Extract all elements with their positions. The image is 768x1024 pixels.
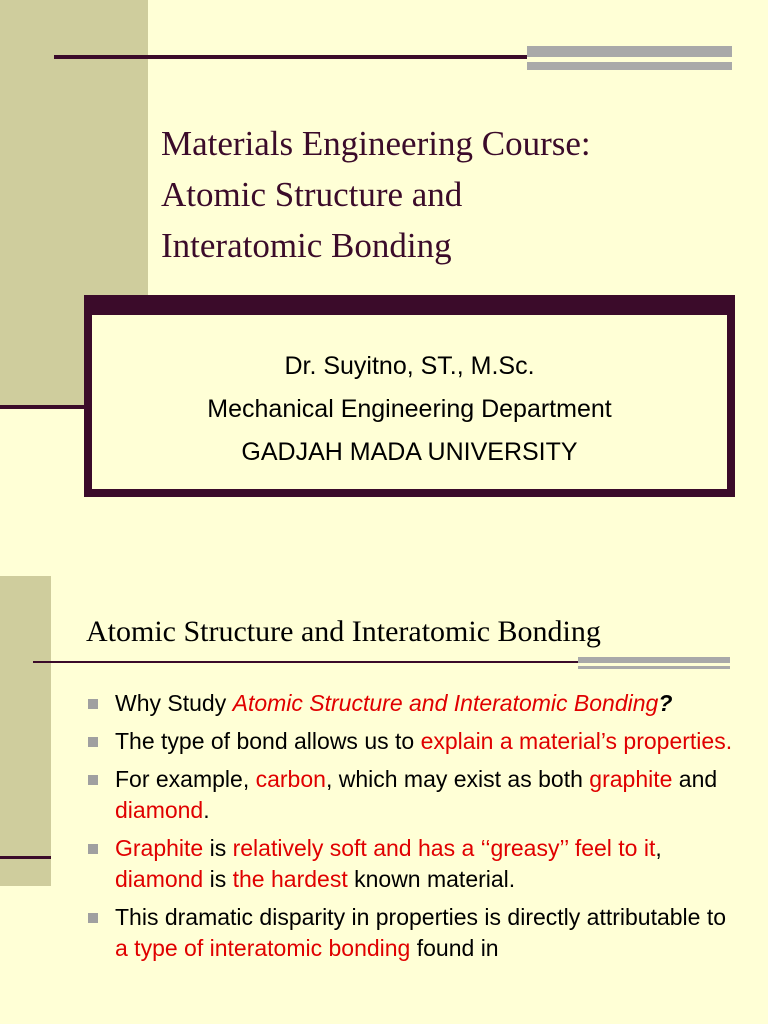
text: , which may exist as both [325,766,590,792]
list-item [86,688,736,719]
text: is [203,835,233,861]
list-item [86,764,736,826]
text: is [203,866,233,892]
emphasis: diamond [115,797,204,823]
title-line: Atomic Structure and [161,175,463,214]
text: Why Study [115,690,233,716]
top-gray-bar [527,46,732,57]
side-rule [0,405,84,409]
text: For example, [115,766,256,792]
emphasis: the hardest [232,866,348,892]
list-item [86,726,736,757]
square-bullet-icon [88,844,98,854]
square-bullet-icon [88,775,98,785]
emphasis: diamond [115,866,204,892]
emphasis: graphite [589,766,673,792]
square-bullet-icon [88,699,98,709]
bullet-list [86,688,736,971]
slide-title: Atomic Structure and Interatomic Bonding [86,615,601,648]
author-name: Dr. Suyitno, ST., M.Sc. [284,352,535,380]
title-line: Interatomic Bonding [161,226,452,265]
author-box [84,295,735,497]
text: , [655,835,662,861]
content-slide [0,548,768,1024]
text: and [672,766,718,792]
square-bullet-icon [88,737,98,747]
department-name: Mechanical Engineering Department [207,395,612,423]
top-rule [54,55,527,59]
emphasis: explain a material’s properties. [420,728,733,754]
side-strip [0,576,51,886]
emphasis: Graphite [115,835,204,861]
emphasis: a type of interatomic bonding [115,935,411,961]
emphasis: Atomic Structure and Interatomic Bonding [232,690,659,716]
title-rule [33,661,578,663]
text: found in [410,935,499,961]
top-gray-bar-lower [527,62,732,70]
emphasis: relatively soft and has a ‘‘greasy’’ feel to it [232,835,656,861]
text: . [203,797,210,823]
slide-title [161,118,761,271]
emphasis: carbon [255,766,326,792]
text: The type of bond allows us to [115,728,421,754]
title-line: Materials Engineering Course: [161,124,591,163]
square-bullet-icon [88,913,98,923]
question-mark: ? [658,690,673,716]
side-rule [0,856,51,859]
list-item [86,833,736,895]
list-item [86,902,736,964]
title-gray-bar [578,657,730,663]
text: This dramatic disparity in properties is directly attributable to [115,904,727,930]
author-box-inner [90,313,729,491]
title-gray-bar-lower [578,666,730,669]
text: known material. [347,866,516,892]
university-name: GADJAH MADA UNIVERSITY [241,438,578,466]
